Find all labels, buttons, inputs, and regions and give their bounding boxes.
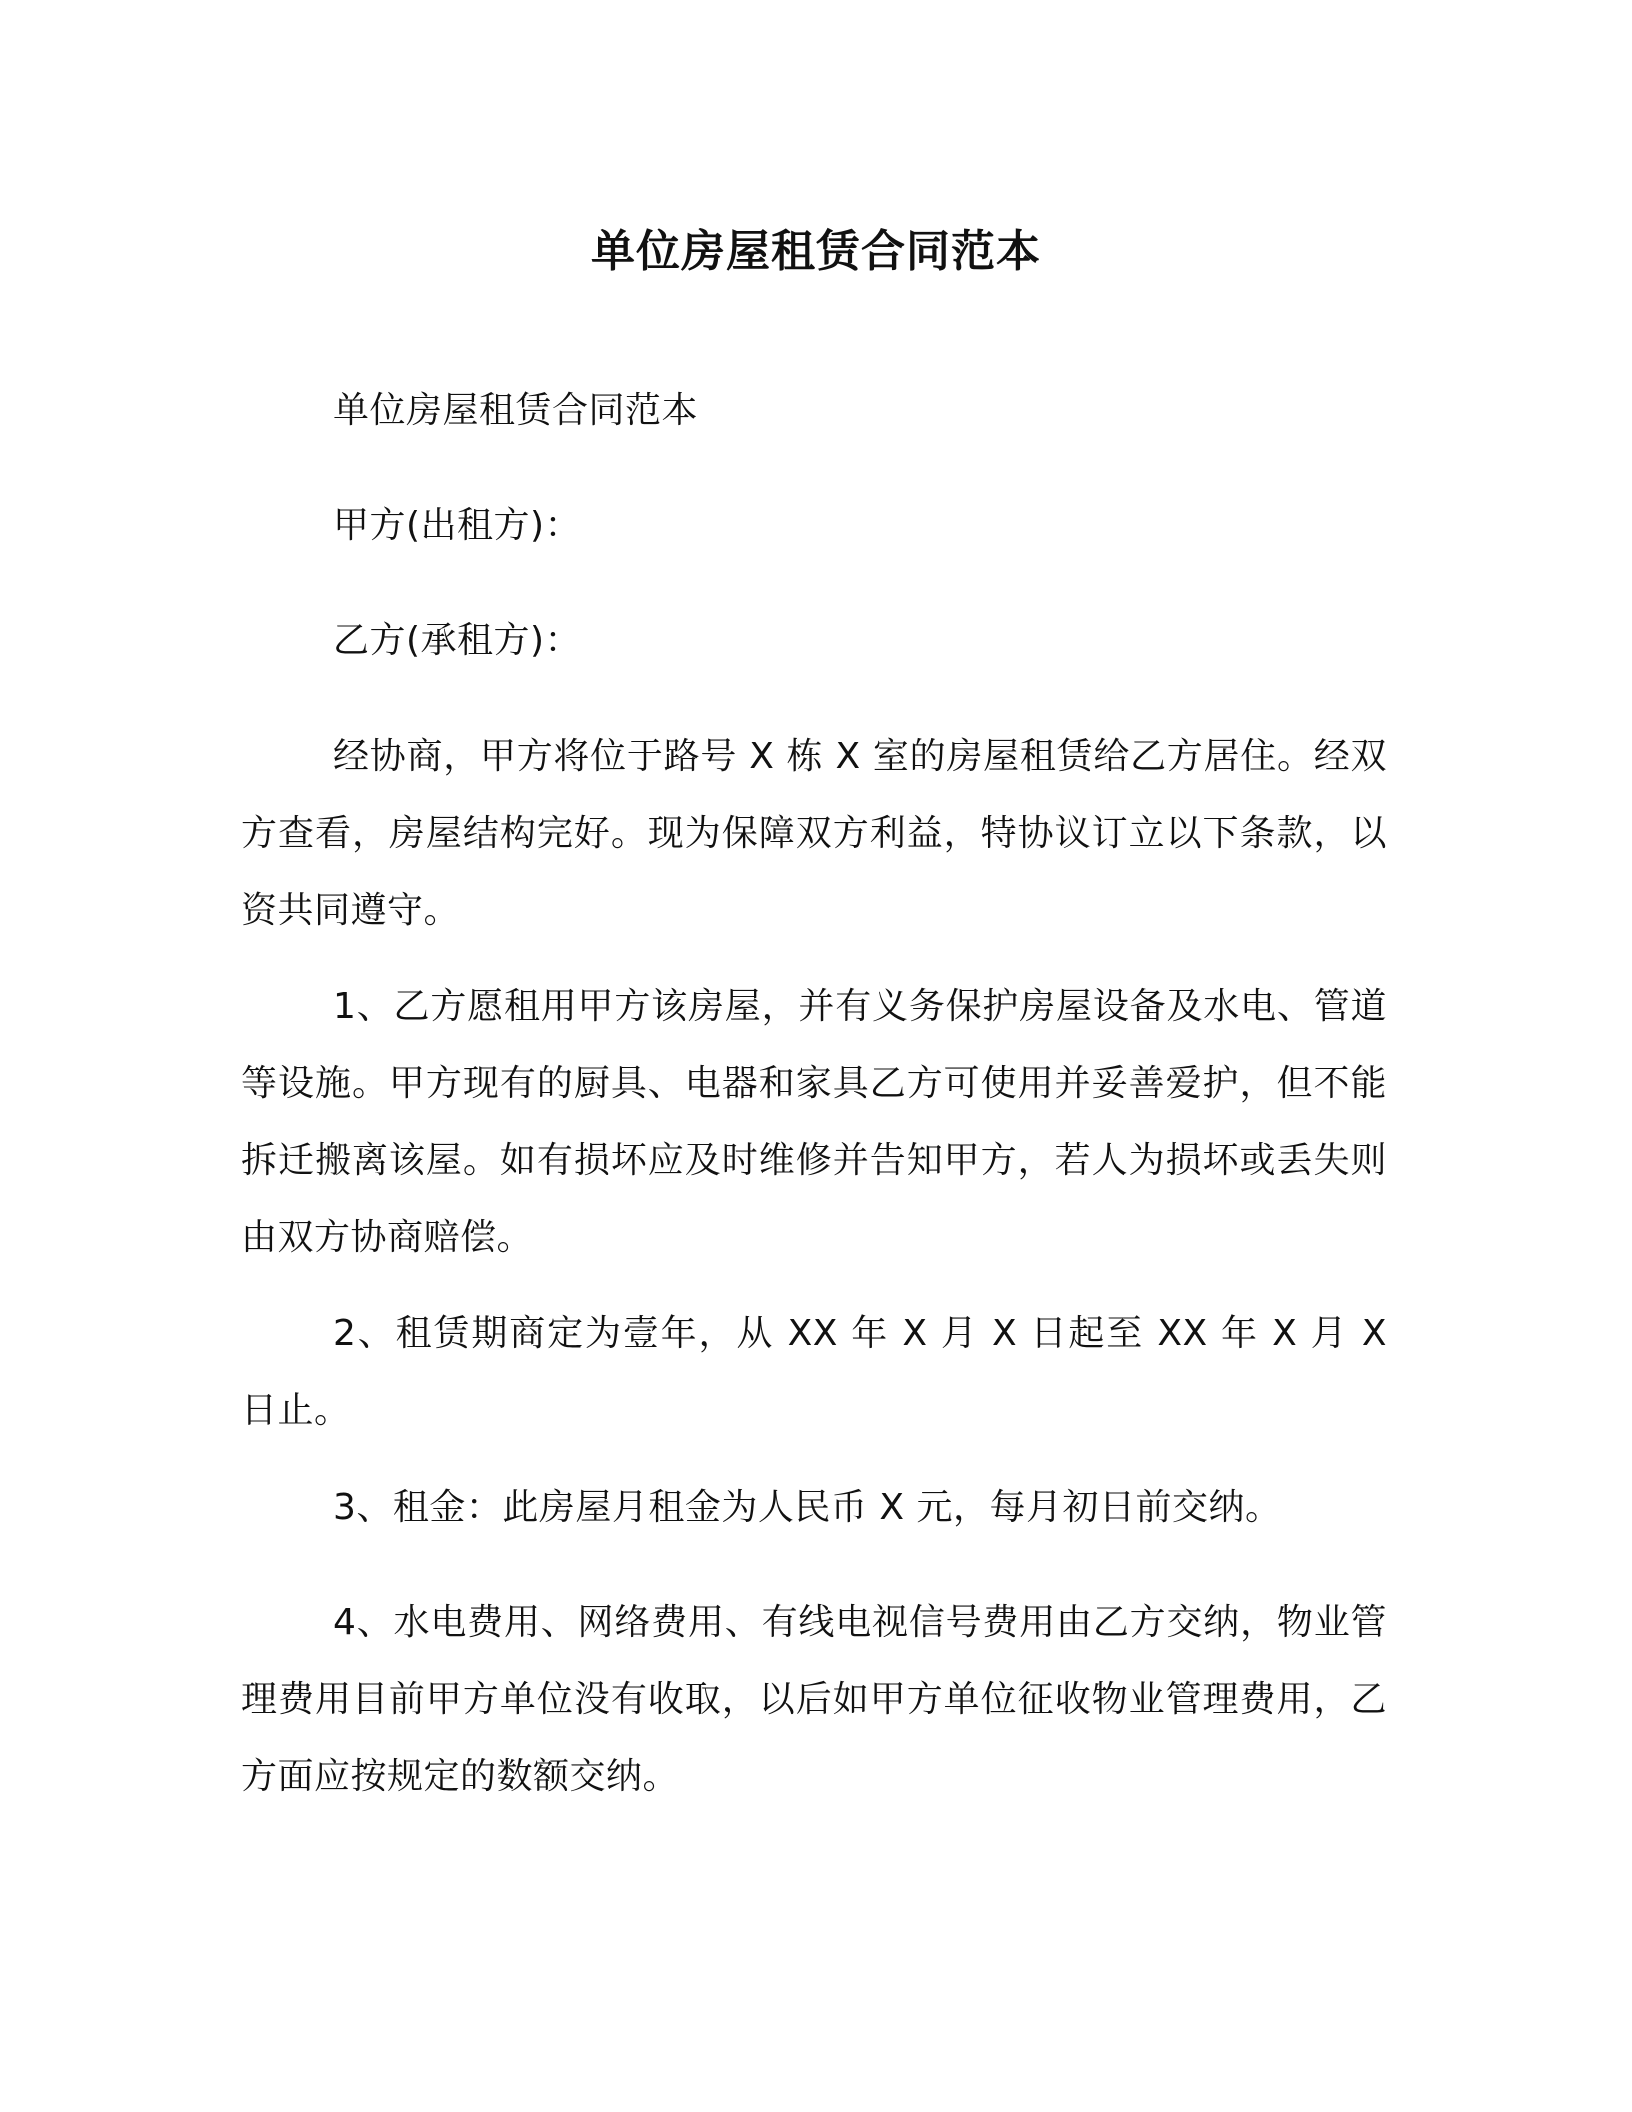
party-b-line: 乙方(承租方)： <box>333 620 582 661</box>
subtitle-paragraph: 单位房屋租赁合同范本 <box>333 390 699 431</box>
clause-2-paragraph: 2、租赁期商定为壹年，从 XX 年 X 月 X 日起至 XX 年 X 月 X 日止。 <box>241 1313 1387 1431</box>
clause-4-paragraph: 4、水电费用、网络费用、有线电视信号费用由乙方交纳，物业管理费用目前甲方单位没有收取，以后如甲方单位征收物业管理费用，乙方面应按规定的数额交纳。 <box>241 1602 1387 1797</box>
intro-paragraph: 经协商，甲方将位于路号 X 栋 X 室的房屋租赁给乙方居住。经双方查看，房屋结构完好。现为保障双方利益，特协议订立以下条款，以资共同遵守。 <box>241 736 1387 931</box>
clause-3-paragraph: 3、租金：此房屋月租金为人民币 X 元，每月初日前交纳。 <box>333 1487 1282 1528</box>
party-a-line: 甲方(出租方)： <box>333 505 582 546</box>
document-title: 单位房屋租赁合同范本 <box>591 226 1041 277</box>
clause-1-paragraph: 1、乙方愿租用甲方该房屋，并有义务保护房屋设备及水电、管道等设施。甲方现有的厨具、电器和家具乙方可使用并妥善爱护，但不能拆迁搬离该屋。如有损坏应及时维修并告知甲方，若人为损坏或丢失则由双方协商赔偿。 <box>241 986 1387 1258</box>
